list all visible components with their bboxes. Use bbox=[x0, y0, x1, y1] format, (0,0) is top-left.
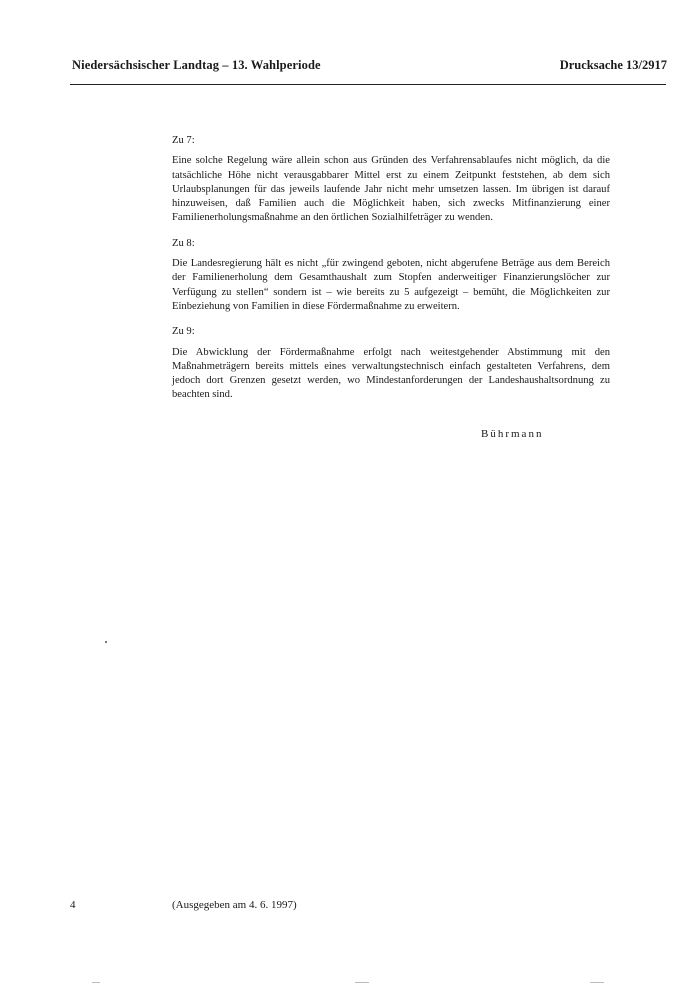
section-zu-9 bbox=[172, 325, 610, 402]
scan-edge-mark bbox=[355, 982, 369, 983]
signature-name: Bührmann bbox=[481, 428, 544, 440]
section-paragraph: Die Abwicklung der Fördermaßnahme erfolgt nach weitestgehender Abstimmung mit den Maßnahmeträgern bereits mittels eines verwaltungstechnisch einfach gestalteten Verfahrens, dem jedoch dort Grenzen gesetzt werden, wo Mindestanforderungen der Landeshaushaltsordnung zu beachten sind. bbox=[172, 346, 610, 401]
header-divider bbox=[70, 84, 666, 85]
scan-edge-mark bbox=[590, 982, 604, 983]
header-left-title: Niedersächsischer Landtag – 13. Wahlperiode bbox=[72, 58, 321, 72]
page-number: 4 bbox=[70, 899, 76, 911]
scan-speck bbox=[105, 641, 107, 643]
section-paragraph: Die Landesregierung hält es nicht „für zwingend geboten, nicht abgerufene Beträge aus dem Bereich der Familienerholung dem Gesamthaushalt zum Stopfen anderweitiger Finanzierungslöcher zur Verfügung zu stellen“ sondern ist – wie bereits zu 5 aufgezeigt – bemüht, die Möglichkeiten zur Einbeziehung von Familien in diese Fördermaßnahme zu erweitern. bbox=[172, 258, 610, 312]
issue-date-note: (Ausgegeben am 4. 6. 1997) bbox=[172, 899, 297, 911]
section-heading: Zu 8: bbox=[172, 237, 195, 249]
section-zu-8 bbox=[172, 237, 610, 314]
header-document-number: Drucksache 13/2917 bbox=[559, 58, 667, 72]
section-zu-7 bbox=[172, 134, 610, 226]
section-paragraph: Eine solche Regelung wäre allein schon aus Gründen des Verfahrensablaufes nicht möglich, da die tatsächliche Höhe nicht verausgabbarer Mittel erst zu einem Zeitpunkt feststehen, ab dem sich Urlaubsplanungen für das jeweils laufende Jahr nicht mehr umsetzen lassen. Im übrigen ist darauf hinzuweisen, daß Familien auch die Möglichkeit haben, sich zwecks Mitfinanzierung einer Familienerholungsmaßnahme an den örtlichen Sozialhilfeträger zu wenden. bbox=[172, 155, 610, 224]
document-body bbox=[172, 134, 610, 414]
section-heading: Zu 7: bbox=[172, 135, 195, 146]
section-heading: Zu 9: bbox=[172, 326, 195, 338]
scan-edge-mark bbox=[92, 982, 100, 983]
